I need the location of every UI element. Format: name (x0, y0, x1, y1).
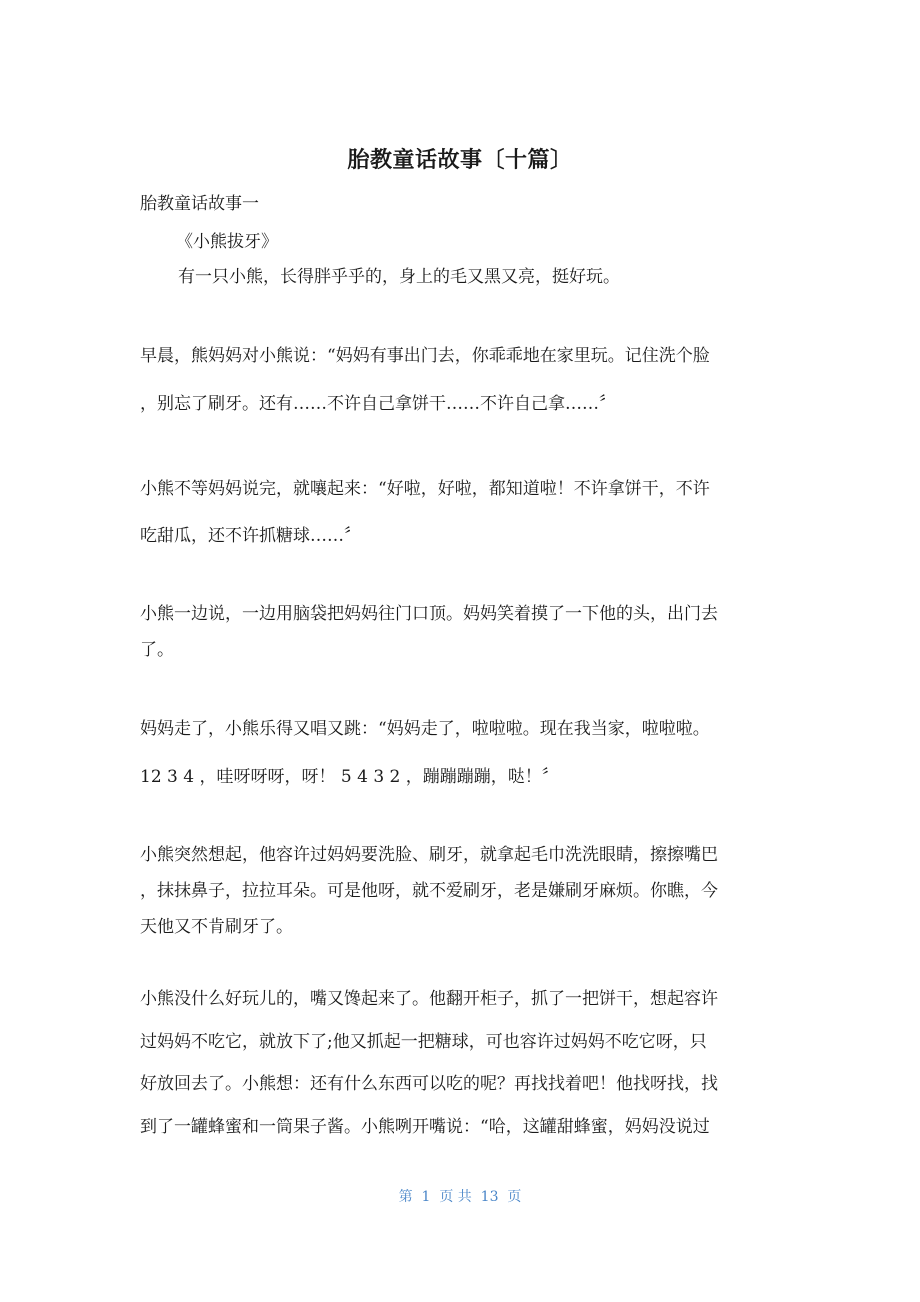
paragraph-line: 小熊不等妈妈说完，就嚷起来：“好啦，好啦，都知道啦！不许拿饼干，不许 (140, 479, 710, 499)
paragraph-line: 小熊突然想起，他容许过妈妈要洗脸、刷牙，就拿起毛巾洗洗眼睛，擦擦嘴巴 (140, 845, 718, 865)
paragraph-line: 天他又不肯刷牙了。 (140, 917, 293, 937)
paragraph-line: 到了一罐蜂蜜和一筒果子酱。小熊咧开嘴说：“哈，这罐甜蜂蜜，妈妈没说过 (140, 1117, 710, 1137)
paragraph-line: 吃甜瓜，还不许抓糖球……〞 (140, 526, 361, 546)
paragraph-line: 过妈妈不吃它，就放下了;他又抓起一把糖球，可也容许过妈妈不吃它呀，只 (140, 1032, 707, 1052)
paragraph-line: 12 3 4 ，哇呀呀呀，呀！ 5 4 3 2 ，蹦蹦蹦蹦，哒！〞 (140, 767, 559, 787)
paragraph-line: 早晨，熊妈妈对小熊说：“妈妈有事出门去，你乖乖地在家里玩。记住洗个脸 (140, 346, 710, 366)
paragraph-line: ，别忘了刷牙。还有……不许自己拿饼干……不许自己拿……〞 (140, 394, 616, 414)
paragraph-line: 好放回去了。小熊想：还有什么东西可以吃的呢？再找找着吧！他找呀找，找 (140, 1074, 718, 1094)
story-title: 《小熊拔牙》 (176, 232, 278, 252)
paragraph-line: 有一只小熊，长得胖乎乎的，身上的毛又黑又亮，挺好玩。 (178, 267, 620, 287)
paragraph-line: ，抹抹鼻子，拉拉耳朵。可是他呀，就不爱刷牙，老是嫌刷牙麻烦。你瞧，今 (140, 881, 718, 901)
paragraph-line: 妈妈走了，小熊乐得又唱又跳：“妈妈走了，啦啦啦。现在我当家，啦啦啦。 (140, 719, 710, 739)
paragraph-line: 小熊没什么好玩儿的，嘴又馋起来了。他翻开柜子，抓了一把饼干，想起容许 (140, 989, 718, 1009)
page-number-footer: 第 1 页 共 13 页 (398, 1189, 522, 1205)
document-title: 胎教童话故事〔十篇〕 (347, 148, 573, 173)
section-heading: 胎教童话故事一 (140, 194, 259, 214)
paragraph-line: 小熊一边说，一边用脑袋把妈妈往门口顶。妈妈笑着摸了一下他的头，出门去 (140, 604, 718, 624)
paragraph-line: 了。 (140, 640, 174, 660)
